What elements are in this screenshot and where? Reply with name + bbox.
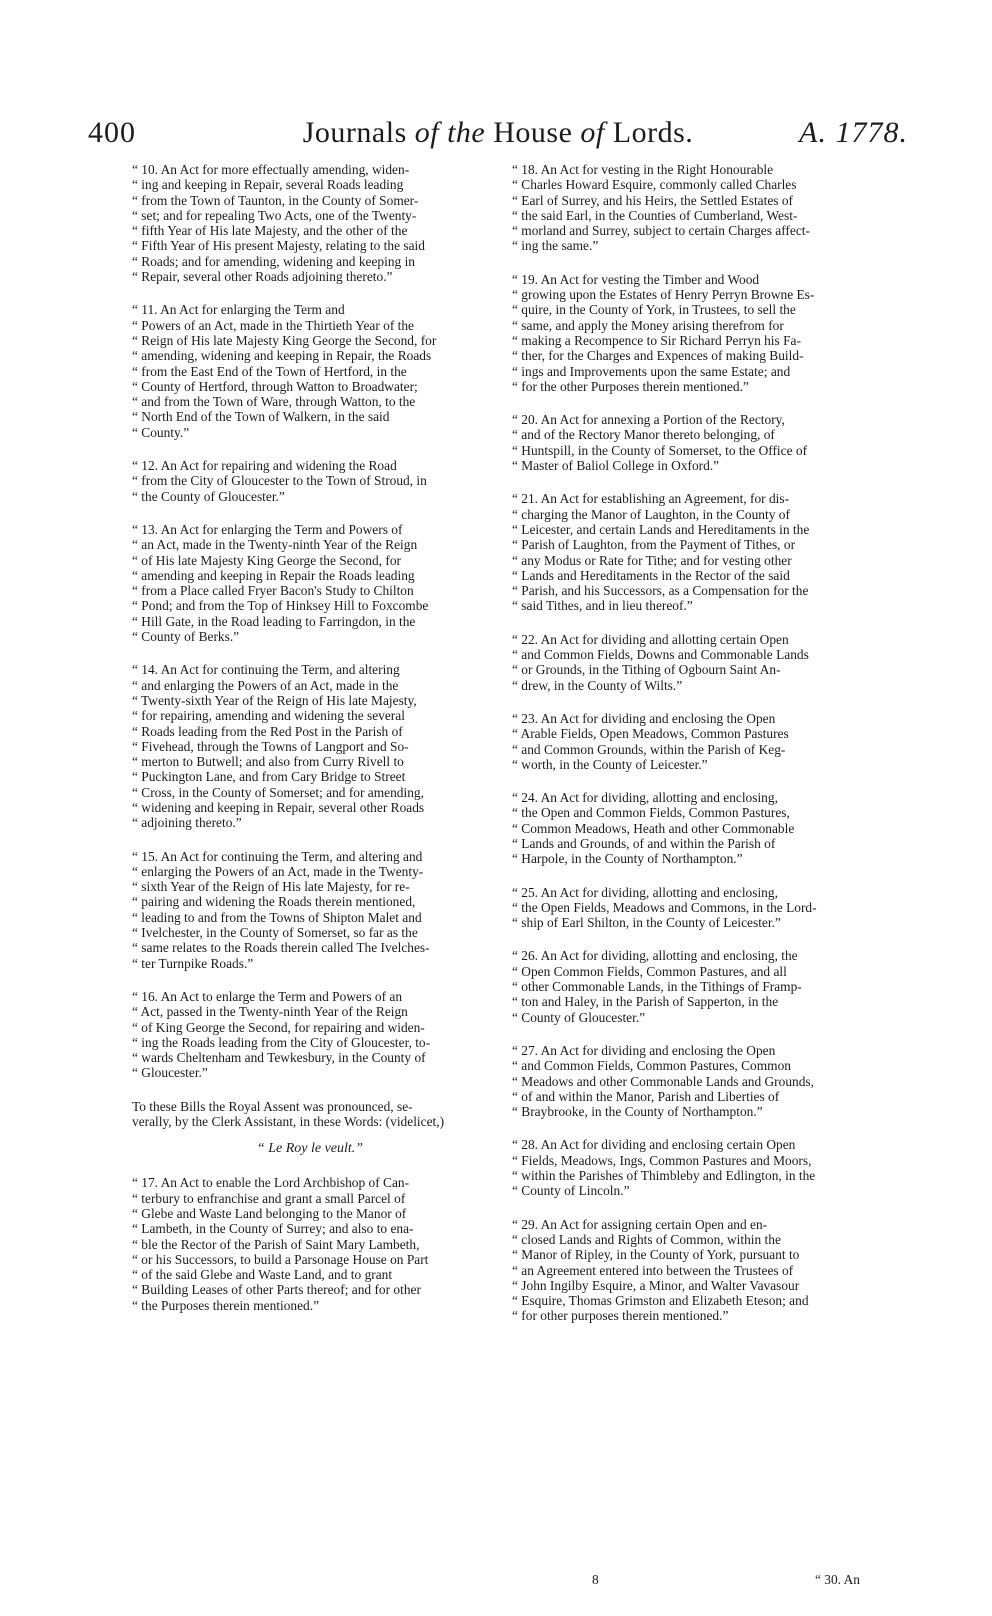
royal-assent-note: To these Bills the Royal Assent was pronounced, se- verally, by the Clerk Assistant, in these Words: (videlicet,) <box>132 1098 445 1130</box>
act-25: “ 25. An Act for dividing, allotting and enclosing, “ the Open Fields, Meadows and Commons, in the Lord- “ ship of Earl Shilton, in the County of Leicester.” <box>512 884 817 931</box>
act-27: “ 27. An Act for dividing and enclosing the Open “ and Common Fields, Common Pastures, Common “ Meadows and other Commonable Lands and Grounds, “ of and within the Manor, Parish and Liberties of “ Braybrooke, in the County of Northampton.” <box>512 1042 814 1120</box>
journal-title <box>88 116 908 150</box>
act-10: “ 10. An Act for more effectually amending, widen- “ ing and keeping in Repair, several Roads leading “ from the Town of Taunton, in the County of Somer- “ set; and for repealing Two Acts, one of the Twenty- “ fifth Year of His late Majesty, and the other of the “ Fifth Year of His present Majesty, relating to the said “ Roads; and for amending, widening and keeping in “ Repair, several other Roads adjoining thereto.” <box>132 162 425 285</box>
title-part-house: House <box>485 116 581 149</box>
royal-assent-formula: “ Le Roy le veult.” <box>256 1141 364 1157</box>
signature-mark: 8 <box>592 1572 599 1587</box>
act-12: “ 12. An Act for repairing and widening the Road “ from the City of Gloucester to the Town of Stroud, in “ the County of Gloucester.” <box>132 458 427 504</box>
year: A. 1778. <box>799 116 908 149</box>
page-header <box>88 116 908 166</box>
act-20: “ 20. An Act for annexing a Portion of the Rectory, “ and of the Rectory Manor thereto belonging, of “ Huntspill, in the County of Somerset, to the Office of “ Master of Baliol College in Oxford.” <box>512 412 808 474</box>
act-13: “ 13. An Act for enlarging the Term and Powers of “ an Act, made in the Twenty-ninth Year of the Reign “ of His late Majesty King George the Second, for “ amending and keeping in Repair the Roads leading “ from a Place called Fryer Bacon's Study to Chilton “ Pond; and from the Top of Hinksey Hill to Foxcombe “ Hill Gate, in the Road leading to Farringdon, in the “ County of Berks.” <box>132 521 429 645</box>
left-column <box>132 162 488 1562</box>
act-28: “ 28. An Act for dividing and enclosing certain Open “ Fields, Meadows, Ings, Common Pastures and Moors, “ within the Parishes of Thimbleby and Edlington, in the “ County of Lincoln.” <box>512 1137 816 1199</box>
act-23: “ 23. An Act for dividing and enclosing the Open “ Arable Fields, Open Meadows, Common Pastures “ and Common Grounds, within the Parish of Keg- “ worth, in the County of Leicester.” <box>512 710 789 772</box>
catchword: “ 30. An <box>814 1572 860 1587</box>
act-19: “ 19. An Act for vesting the Timber and Wood “ growing upon the Estates of Henry Perryn Browne Es- “ quire, in the County of York, in Trustees, to sell the “ same, and apply the Money arising therefrom for “ making a Recompence to Sir Richard Perryn his Fa- “ ther, for the Charges and Expences of making Build- “ ings and Improvements upon the same Estate; and “ for the other Purposes therein mentioned.” <box>512 271 815 394</box>
title-part-journals: Journals <box>302 116 415 149</box>
act-29: “ 29. An Act for assigning certain Open and en- “ closed Lands and Rights of Common, within the “ Manor of Ripley, in the County of York, pursuant to “ an Agreement entered into between the Trustees of “ John Ingilby Esquire, a Minor, and Walter Vavasour “ Esquire, Thomas Grimston and Elizabeth Eteson; and “ for other purposes therein mentioned.” <box>512 1216 809 1324</box>
title-part-lords: Lords. <box>604 116 694 149</box>
act-21: “ 21. An Act for establishing an Agreement, for dis- “ charging the Manor of Laughton, in the County of “ Leicester, and certain Lands and Hereditaments in the “ Parish of Laughton, from the Payment of Tithes, or “ any Modus or Rate for Tithe; and for vesting other “ Lands and Hereditaments in the Rector of the said “ Parish, and his Successors, as a Compensation for the “ said Tithes, and in lieu thereof.” <box>512 491 810 614</box>
text-columns <box>132 162 868 1562</box>
act-22: “ 22. An Act for dividing and allotting certain Open “ and Common Fields, Downs and Commonable Lands “ or Grounds, in the Tithing of Ogbourn Saint An- “ drew, in the County of Wilts.” <box>512 631 809 693</box>
act-18: “ 18. An Act for vesting in the Right Honourable “ Charles Howard Esquire, commonly called Charles “ Earl of Surrey, and his Heirs, the Settled Estates of “ the said Earl, in the Counties of Cumberland, West- “ morland and Surrey, subject to certain Charges affect- “ ing the same.” <box>512 162 810 254</box>
title-part-of: of <box>580 116 605 149</box>
act-16: “ 16. An Act to enlarge the Term and Powers of an “ Act, passed in the Twenty-ninth Year of the Reign “ of King George the Second, for repairing and widen- “ ing the Roads leading from the City of Gloucester, to- “ wards Cheltenham and Tewkesbury, in the County of “ Gloucester.” <box>132 988 431 1081</box>
page-footer <box>132 1572 868 1594</box>
act-11: “ 11. An Act for enlarging the Term and “ Powers of an Act, made in the Thirtieth Year of the “ Reign of His late Majesty King George the Second, for “ amending, widening and keeping in Repair, the Roads “ from the East End of the Town of Hertford, in the “ County of Hertford, through Watton to Broadwater; “ and from the Town of Ware, through Watton, to the “ North End of the Town of Walkern, in the said “ County.” <box>132 302 437 440</box>
page-number: 400 <box>88 116 136 149</box>
act-24: “ 24. An Act for dividing, allotting and enclosing, “ the Open and Common Fields, Common Pastures, “ Common Meadows, Heath and other Commonable “ Lands and Grounds, of and within the Parish of “ Harpole, in the County of Northampton.” <box>512 790 795 867</box>
act-17: “ 17. An Act to enable the Lord Archbishop of Can- “ terbury to enfranchise and grant a small Parcel of “ Glebe and Waste Land belonging to the Manor of “ Lambeth, in the County of Surrey; and also to ena- “ ble the Rector of the Parish of Saint Mary Lambeth, “ or his Successors, to build a Parsonage House on Part “ of the said Glebe and Waste Land, and to grant “ Building Leases of other Parts thereof; and for other “ the Purposes therein mentioned.” <box>132 1175 429 1313</box>
title-part-of-the: of the <box>414 116 486 149</box>
act-26: “ 26. An Act for dividing, allotting and enclosing, the “ Open Common Fields, Common Pastures, and all “ other Commonable Lands, in the Tithings of Framp- “ ton and Haley, in the Parish of Sapperton, in the “ County of Gloucester.” <box>512 948 802 1025</box>
act-14: “ 14. An Act for continuing the Term, and altering “ and enlarging the Powers of an Act, made in the “ Twenty-sixth Year of the Reign of His late Majesty, “ for repairing, amending and widening the several “ Roads leading from the Red Post in the Parish of “ Fivehead, through the Towns of Langport and So- “ merton to Butwell; and also from Curry Rivell to “ Puckington Lane, and from Cary Bridge to Street “ Cross, in the County of Somerset; and for amending, “ widening and keeping in Repair, several other Roads “ adjoining thereto.” <box>132 662 425 831</box>
act-15: “ 15. An Act for continuing the Term, and altering and “ enlarging the Powers of an Act, made in the Twenty- “ sixth Year of the Reign of His late Majesty, for re- “ pairing and widening the Roads therein mentioned, “ leading to and from the Towns of Shipton Malet and “ Ivelchester, in the County of Somerset, so far as the “ same relates to the Roads therein called The Ivelches- “ ter Turnpike Roads.” <box>132 848 430 971</box>
right-column <box>512 162 868 1562</box>
